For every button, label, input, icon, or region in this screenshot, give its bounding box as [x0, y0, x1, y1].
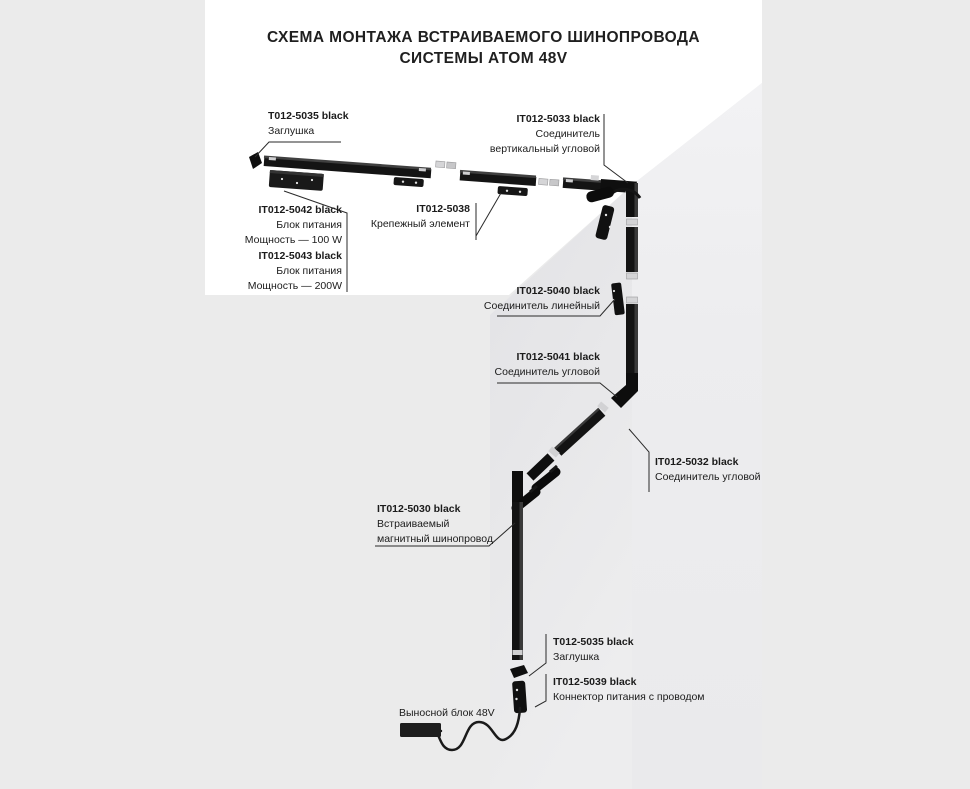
label-psu-100: [245, 203, 342, 248]
screw-dot: [506, 190, 508, 192]
part-desc: Соединитель линейный: [483, 300, 600, 312]
screw-dot: [605, 214, 607, 216]
part-desc: магнитный шинопровод: [377, 533, 493, 545]
screw-dot: [281, 178, 283, 180]
part-desc: Блок питания: [276, 219, 342, 231]
part-code: IT012-5030 black: [377, 503, 461, 515]
part-code: T012-5035 black: [268, 110, 349, 122]
screw-dot: [402, 181, 404, 183]
track-print-mark: [513, 650, 523, 655]
linear-joint-piece: [627, 219, 638, 225]
corner-highlight: [635, 183, 639, 217]
track-highlight: [635, 227, 639, 272]
track-print-mark: [269, 157, 276, 161]
contact-dot: [613, 290, 615, 292]
track-print-mark: [566, 179, 573, 183]
label-psu-200: [248, 249, 342, 294]
part-code: IT012-5043 black: [258, 250, 342, 262]
label-remote-block: [399, 706, 495, 721]
part-desc: Мощность — 200W: [247, 280, 342, 292]
part-desc: Соединитель: [535, 128, 600, 140]
linear-joint-piece: [436, 161, 445, 168]
screw-dot: [296, 182, 298, 184]
part-desc: Встраиваемый: [377, 518, 450, 530]
label-conn-vertical: [490, 112, 600, 157]
label-conn-linear: [484, 284, 600, 314]
part-desc: Блок питания: [276, 265, 342, 277]
contact-dot: [516, 689, 518, 691]
screw-dot: [519, 191, 521, 193]
label-power-connector: [553, 675, 705, 705]
label-conn-corner-upper: [495, 350, 600, 380]
label-conn-corner-lower: [655, 455, 760, 485]
linear-joint-piece: [627, 273, 638, 279]
part-code: IT012-5032 black: [655, 456, 739, 468]
part-code: IT012-5033 black: [516, 113, 600, 125]
part-desc: Соединитель угловой: [655, 471, 761, 483]
part-desc: Выносной блок 48V: [399, 707, 495, 719]
track-highlight: [635, 304, 639, 375]
corner-connector-5032: [512, 471, 523, 502]
linear-joint-piece: [627, 297, 638, 303]
remote-driver-box: [400, 723, 441, 737]
title-line-1: СХЕМА МОНТАЖА ВСТРАИВАЕМОГО ШИНОПРОВОДА: [267, 29, 700, 46]
part-code: IT012-5041 black: [516, 351, 600, 363]
part-code: IT012-5039 black: [553, 676, 637, 688]
screw-dot: [609, 226, 611, 228]
linear-joint-piece: [447, 162, 456, 169]
part-desc: Заглушка: [268, 125, 315, 137]
part-desc: вертикальный угловой: [489, 143, 600, 155]
part-code: T012-5035 black: [553, 636, 634, 648]
part-desc: Мощность — 100 W: [244, 234, 342, 246]
label-track-main: [377, 502, 493, 547]
linear-joint-piece: [539, 179, 548, 186]
part-code: IT012-5040 black: [516, 285, 600, 297]
track-print-mark: [463, 172, 470, 176]
part-code: IT012-5038: [416, 203, 470, 215]
contact-dot: [612, 308, 614, 310]
linear-joint-piece: [591, 175, 599, 181]
title-line-2: СИСТЕМЫ АТОМ 48V: [399, 50, 568, 67]
screw-dot: [311, 179, 313, 181]
label-cap-bottom: [553, 635, 634, 665]
label-cap-top: [268, 109, 349, 139]
part-code: IT012-5042 black: [258, 204, 342, 216]
page-title: [205, 27, 762, 69]
part-desc: Коннектор питания с проводом: [553, 691, 705, 703]
part-desc: Заглушка: [553, 651, 600, 663]
track-highlight: [520, 502, 524, 660]
part-desc: Крепежный элемент: [370, 218, 470, 230]
screw-dot: [415, 182, 417, 184]
label-mount: [371, 202, 470, 232]
track-print-mark: [419, 168, 426, 172]
linear-joint-piece: [550, 179, 559, 186]
part-desc: Соединитель угловой: [494, 366, 600, 378]
contact-dot: [515, 698, 517, 700]
